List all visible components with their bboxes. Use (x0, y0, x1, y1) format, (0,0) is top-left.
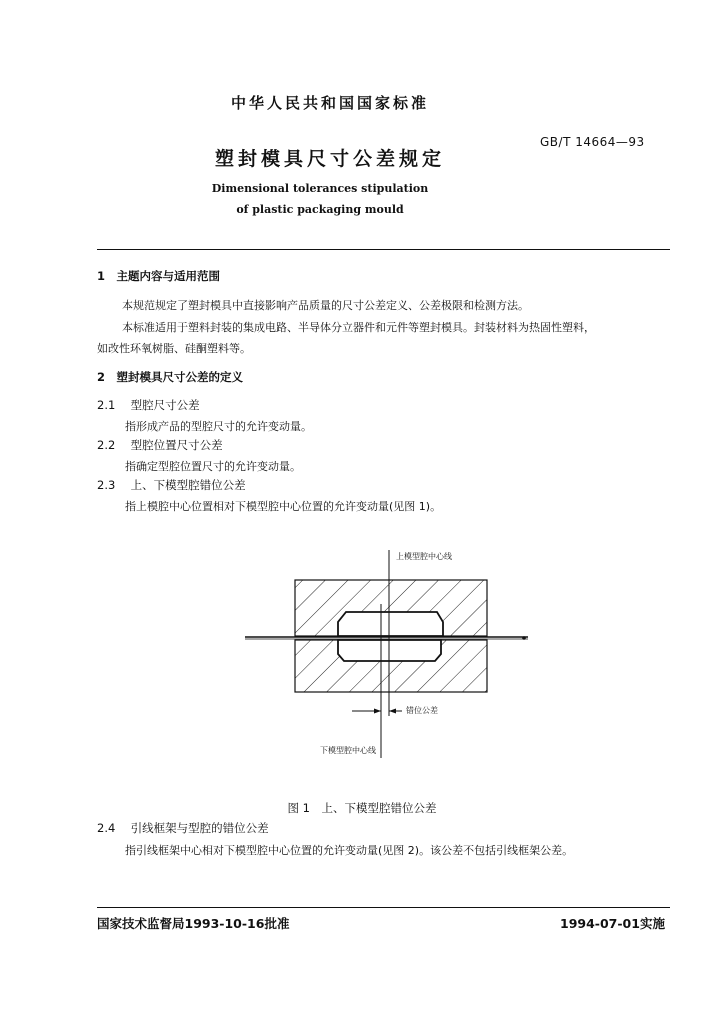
label-upper-center-line: 上模型腔中心线 (396, 552, 452, 561)
standard-number: GB/T 14664—93 (540, 135, 645, 149)
section-1-heading: 1 主题内容与适用范围 (97, 269, 221, 283)
item-2-2-title: 型腔位置尺寸公差 (130, 438, 223, 452)
figure-1-caption: 图 1 上、下模型腔错位公差 (287, 801, 437, 815)
footer-divider (97, 907, 670, 908)
section-1-paragraph-1: 本规范规定了塑封模具中直接影响产品质量的尺寸公差定义、公差极限和检测方法。 (122, 299, 529, 312)
item-2-1-text: 指形成产品的型腔尺寸的允许变动量。 (125, 420, 312, 433)
item-2-3-title: 上、下模型腔错位公差 (130, 478, 246, 492)
issuing-organization: 中华人民共和国国家标准 (230, 94, 429, 112)
item-2-4-number: 2.4 (97, 821, 116, 835)
item-2-1-title: 型腔尺寸公差 (130, 398, 200, 412)
label-lower-center-line: 下模型腔中心线 (320, 746, 376, 755)
lower-mould (295, 640, 487, 692)
implementation-date: 1994-07-01实施 (560, 916, 665, 931)
item-2-1-number: 2.1 (97, 398, 116, 412)
item-2-2-number: 2.2 (97, 438, 116, 452)
item-2-4-title: 引线框架与型腔的错位公差 (130, 821, 269, 835)
english-title-line1: Dimensional tolerances stipulation (211, 182, 429, 195)
item-2-4-heading (97, 820, 269, 836)
section-2-heading: 2 塑封模具尺寸公差的定义 (97, 370, 244, 384)
approval-date: 国家技术监督局1993-10-16批准 (97, 916, 290, 931)
item-2-4-text: 指引线框架中心相对下模型腔中心位置的允许变动量(见图 2)。该公差不包括引线框架公差。 (125, 844, 574, 857)
section-1-paragraph-2-line2: 如改性环氧树脂、硅酮塑料等。 (97, 342, 251, 355)
item-2-3-text: 指上模腔中心位置相对下模型腔中心位置的允许变动量(见图 1)。 (125, 500, 442, 513)
item-2-2-text: 指确定型腔位置尺寸的允许变动量。 (125, 460, 301, 473)
label-offset-tolerance: 错位公差 (406, 706, 438, 715)
item-2-3-number: 2.3 (97, 478, 116, 492)
document-title: 塑封模具尺寸公差规定 (214, 148, 445, 170)
english-title-line2: of plastic packaging mould (236, 203, 404, 216)
upper-mould (295, 580, 487, 636)
section-1-paragraph-2-line1: 本标准适用于塑料封装的集成电路、半导体分立器件和元件等塑封模具。封装材料为热固性塑料， (122, 321, 595, 334)
